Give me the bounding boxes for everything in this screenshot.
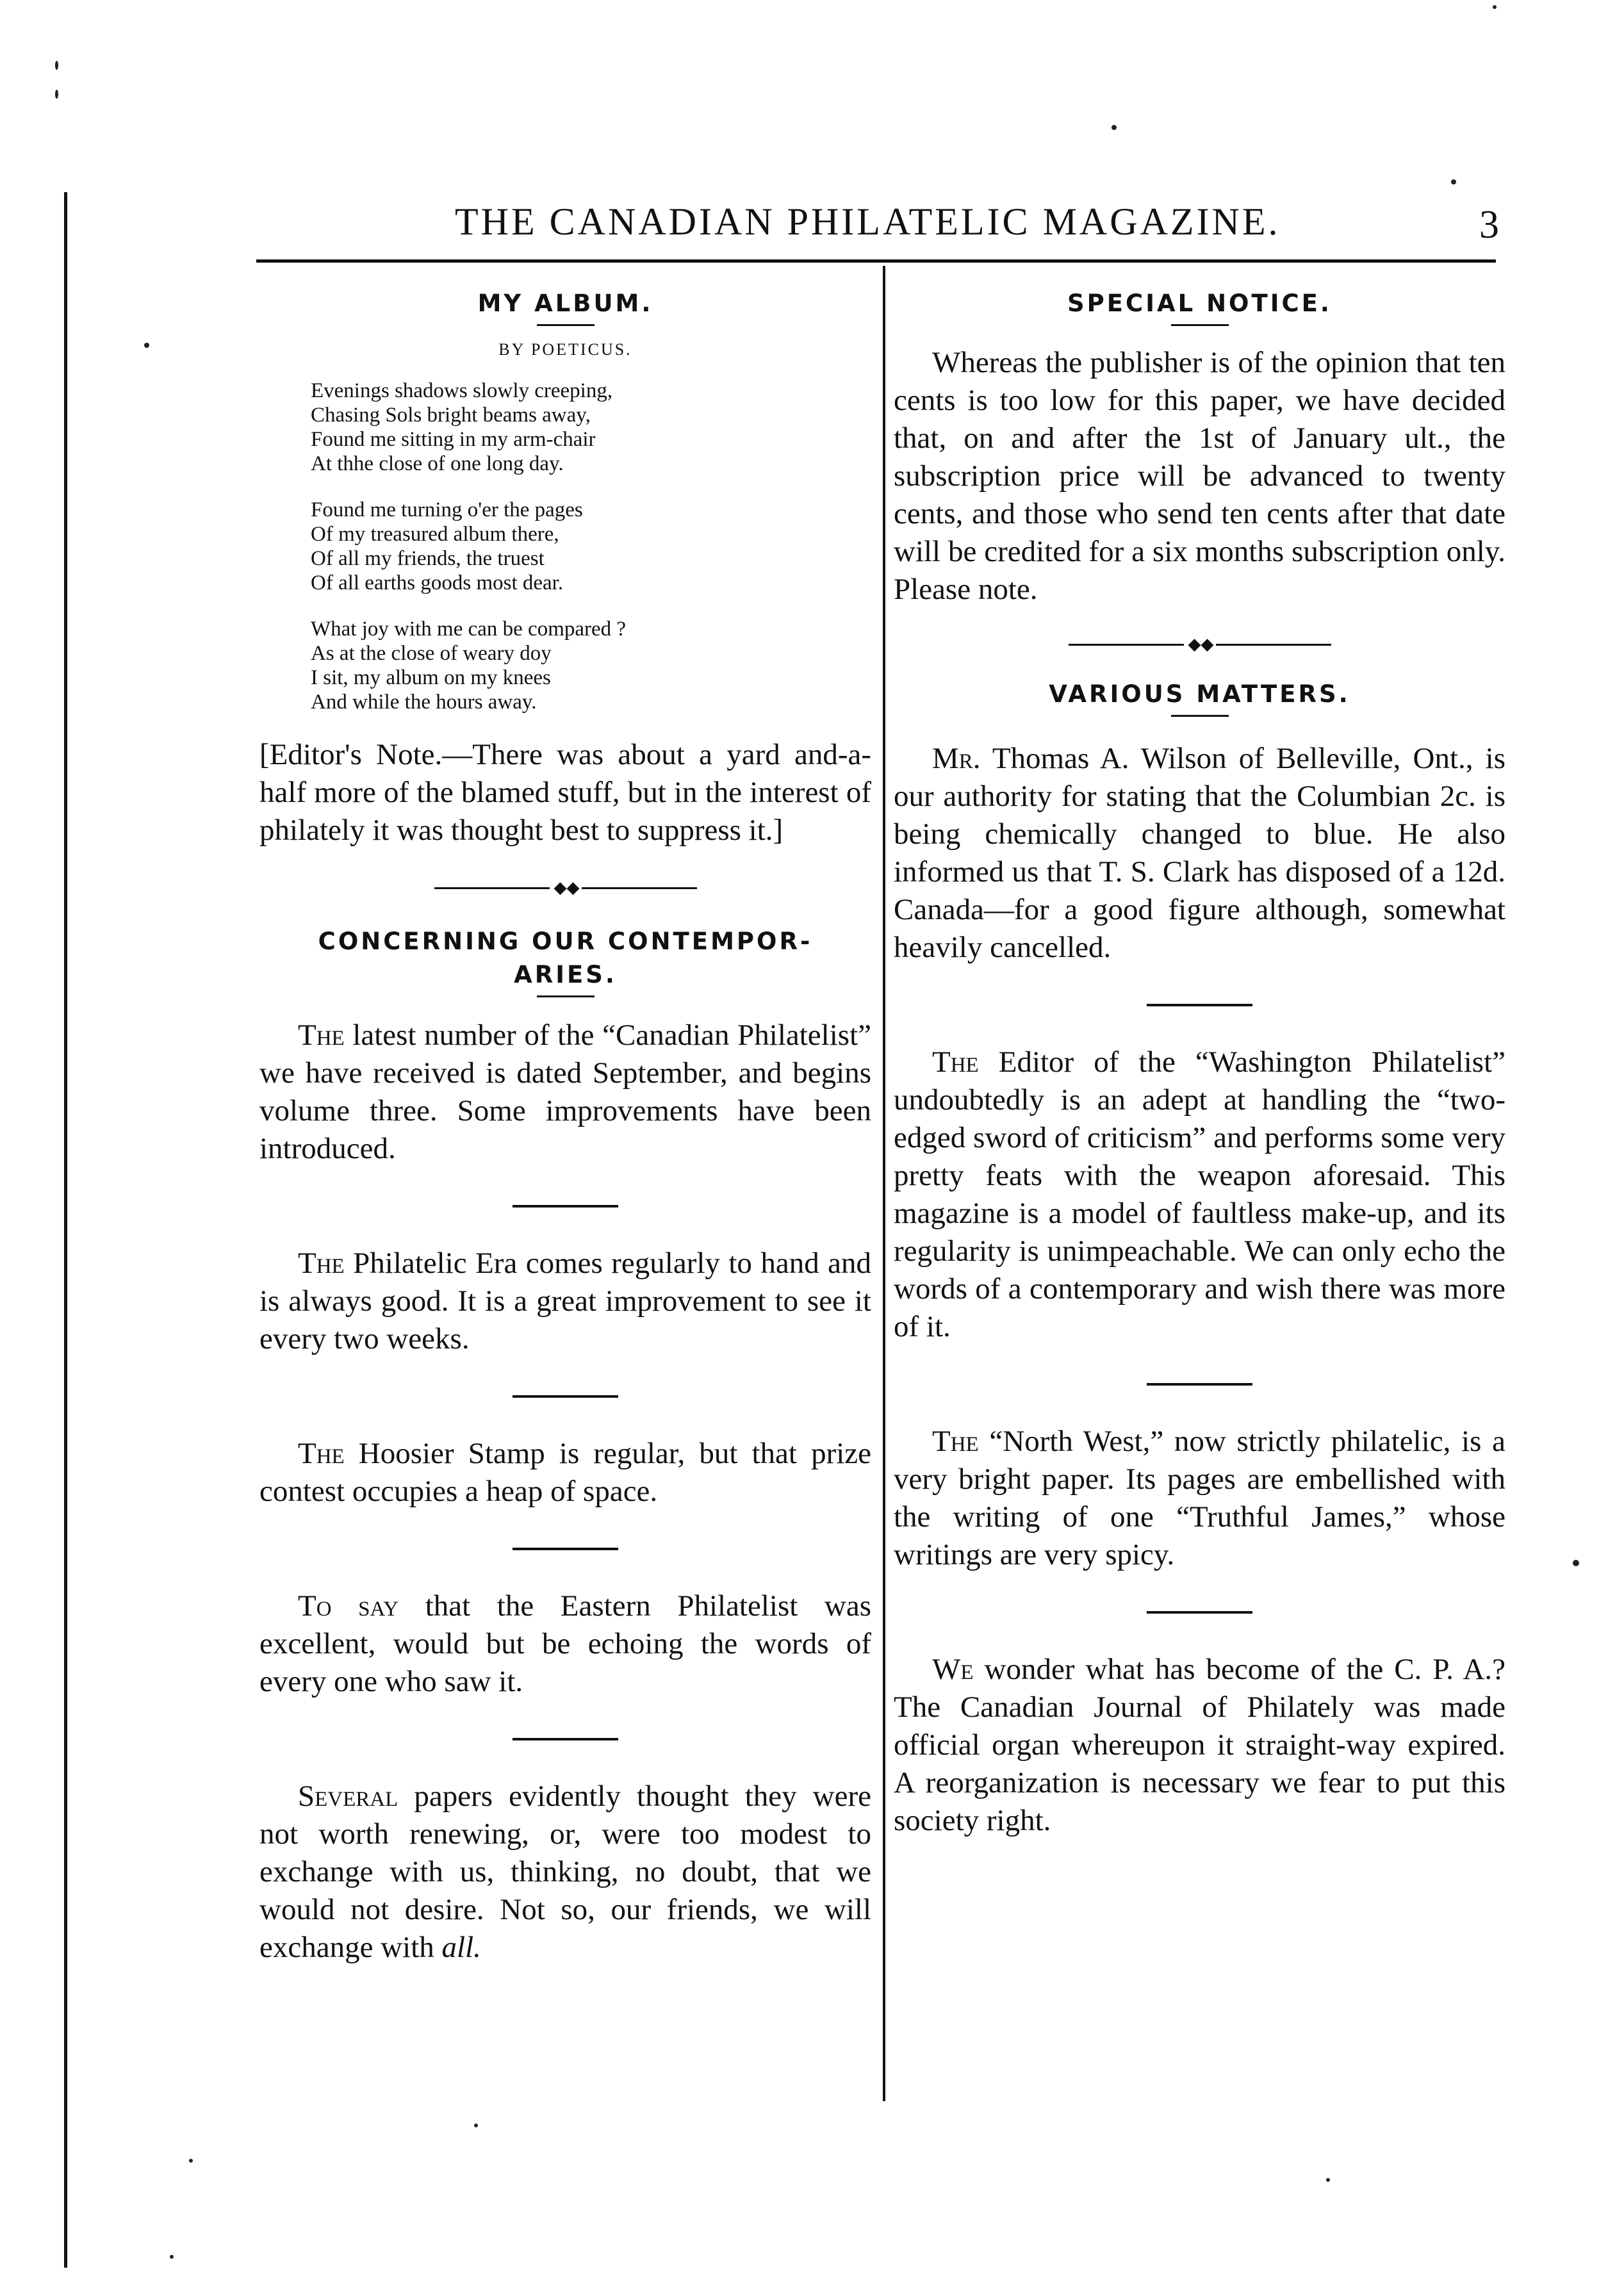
heading-rule: [537, 995, 595, 997]
item-rule: [513, 1205, 618, 1208]
column-divider: [883, 266, 885, 2101]
print-speck: [1326, 2178, 1330, 2182]
various-item: The “North West,” now strictly philatelic, is a very bright paper. Its pages are embellished with the writing of one “Truthful James,” whose writings are very spicy.: [894, 1425, 1505, 1571]
item-rule: [513, 1738, 618, 1740]
poem-line: Evenings shadows slowly creeping,: [311, 379, 613, 402]
poem-byline: BY POETICUS.: [498, 340, 632, 359]
poem-stanza: [311, 498, 871, 595]
item-rule: [513, 1548, 618, 1550]
editor-note: [Editor's Note.—There was about a yard and-a-half more of the blamed stuff, but in the interest of philately it was thought best to suppress it.]: [259, 738, 871, 847]
binding-edge-line: [64, 192, 67, 2268]
item-rule: [1147, 1383, 1252, 1386]
poem-line: What joy with me can be compared ?: [311, 618, 627, 641]
running-title: THE CANADIAN PHILATELIC MAGAZINE.: [455, 201, 1281, 243]
heading-rule: [537, 324, 595, 326]
left-column: [259, 275, 871, 1967]
contemporary-item: Several papers evidently thought they were not worth renewing, or, were too modest to exchange with us, thinking, no doubt, that we would not desire. Not so, our friends, we will exchange with all.: [259, 1780, 871, 1964]
heading-rule: [1171, 715, 1229, 717]
poem-line: Of all earths goods most dear.: [311, 571, 564, 594]
print-speck: [55, 90, 58, 99]
poem-line: Chasing Sols bright beams away,: [311, 404, 591, 427]
various-matters-heading: VARIOUS MATTERS.: [1049, 680, 1350, 708]
poem-line: As at the close of weary doy: [311, 642, 552, 665]
running-head: [256, 192, 1621, 250]
album-heading: MY ALBUM.: [477, 290, 653, 317]
header-rule: [256, 259, 1496, 263]
heading-rule: [1171, 324, 1229, 326]
various-item: We wonder what has become of the C. P. A.? The Canadian Journal of Philately was made official organ whereupon it straight-way expired. A reorganization is necessary we fear to put this society right.: [894, 1653, 1505, 1837]
poem-stanza: [311, 379, 871, 476]
poem-line: Of my treasured album there,: [311, 523, 559, 546]
print-speck: [1573, 1560, 1579, 1566]
special-notice-heading: SPECIAL NOTICE.: [1067, 290, 1332, 317]
contemporary-item: To say that the Eastern Philatelist was excellent, would but be echoing the words of every one who saw it.: [259, 1589, 872, 1698]
poem-line: Found me turning o'er the pages: [311, 498, 583, 521]
contemporary-item: The Hoosier Stamp is regular, but that prize contest occupies a heap of space.: [259, 1437, 871, 1508]
poem-line: At thhe close of one long day.: [311, 452, 564, 475]
poem-line: Of all my friends, the truest: [311, 547, 545, 570]
print-speck: [55, 61, 58, 70]
contemporary-item: The Philatelic Era comes regularly to hand and is always good. It is a great improvement to see it every two weeks.: [259, 1247, 871, 1355]
print-speck: [1111, 125, 1117, 130]
item-rule: [1147, 1611, 1252, 1614]
page-number: 3: [1479, 203, 1499, 247]
contemporary-item: The latest number of the “Canadian Philatelist” we have received is dated September, and begins volume three. Some improvements have been introduced.: [259, 1019, 871, 1165]
right-column: [894, 275, 1505, 1840]
print-speck: [170, 2255, 174, 2259]
poem-line: I sit, my album on my knees: [311, 666, 551, 689]
poem: [311, 379, 871, 714]
various-item: The Editor of the “Washington Philatelist” undoubtedly is an adept at handling the “two-edged sword of criticism” and performs some very pretty feats with the weapon aforesaid. This magazine is a model of faultless make-up, and its regularity is unimpeachable. We can only echo the words of a contemporary and wish there was more of it.: [894, 1045, 1505, 1343]
various-item: Mr. Thomas A. Wilson of Belleville, Ont., is our authority for stating that the Columbian 2c. is being chemically changed to blue. He also informed us that T. S. Clark has disposed of a 12d. Canada—for a good figure although, somewhat heavily cancelled.: [894, 742, 1505, 964]
section-ornament: ◆◆: [1069, 637, 1331, 652]
special-notice-text: Whereas the publisher is of the opinion that ten cents is too low for this paper, we have decided that, on and after the 1st of January ult., the subscription price will be advanced to twenty cents, and those who send ten cents after that date will be credited for a six months subscription only. Please note.: [894, 346, 1505, 606]
item-rule: [1147, 1004, 1252, 1006]
print-speck: [1493, 5, 1497, 9]
contemporaries-heading: CONCERNING OUR CONTEMPOR- ARIES.: [318, 928, 813, 988]
print-speck: [1451, 179, 1456, 184]
item-rule: [513, 1395, 618, 1398]
section-ornament: ◆◆: [434, 880, 697, 896]
poem-stanza: [311, 617, 871, 714]
poem-line: And while the hours away.: [311, 691, 537, 714]
print-speck: [189, 2159, 193, 2163]
poem-line: Found me sitting in my arm-chair: [311, 428, 596, 451]
print-speck: [474, 2124, 478, 2127]
print-speck: [144, 343, 149, 348]
